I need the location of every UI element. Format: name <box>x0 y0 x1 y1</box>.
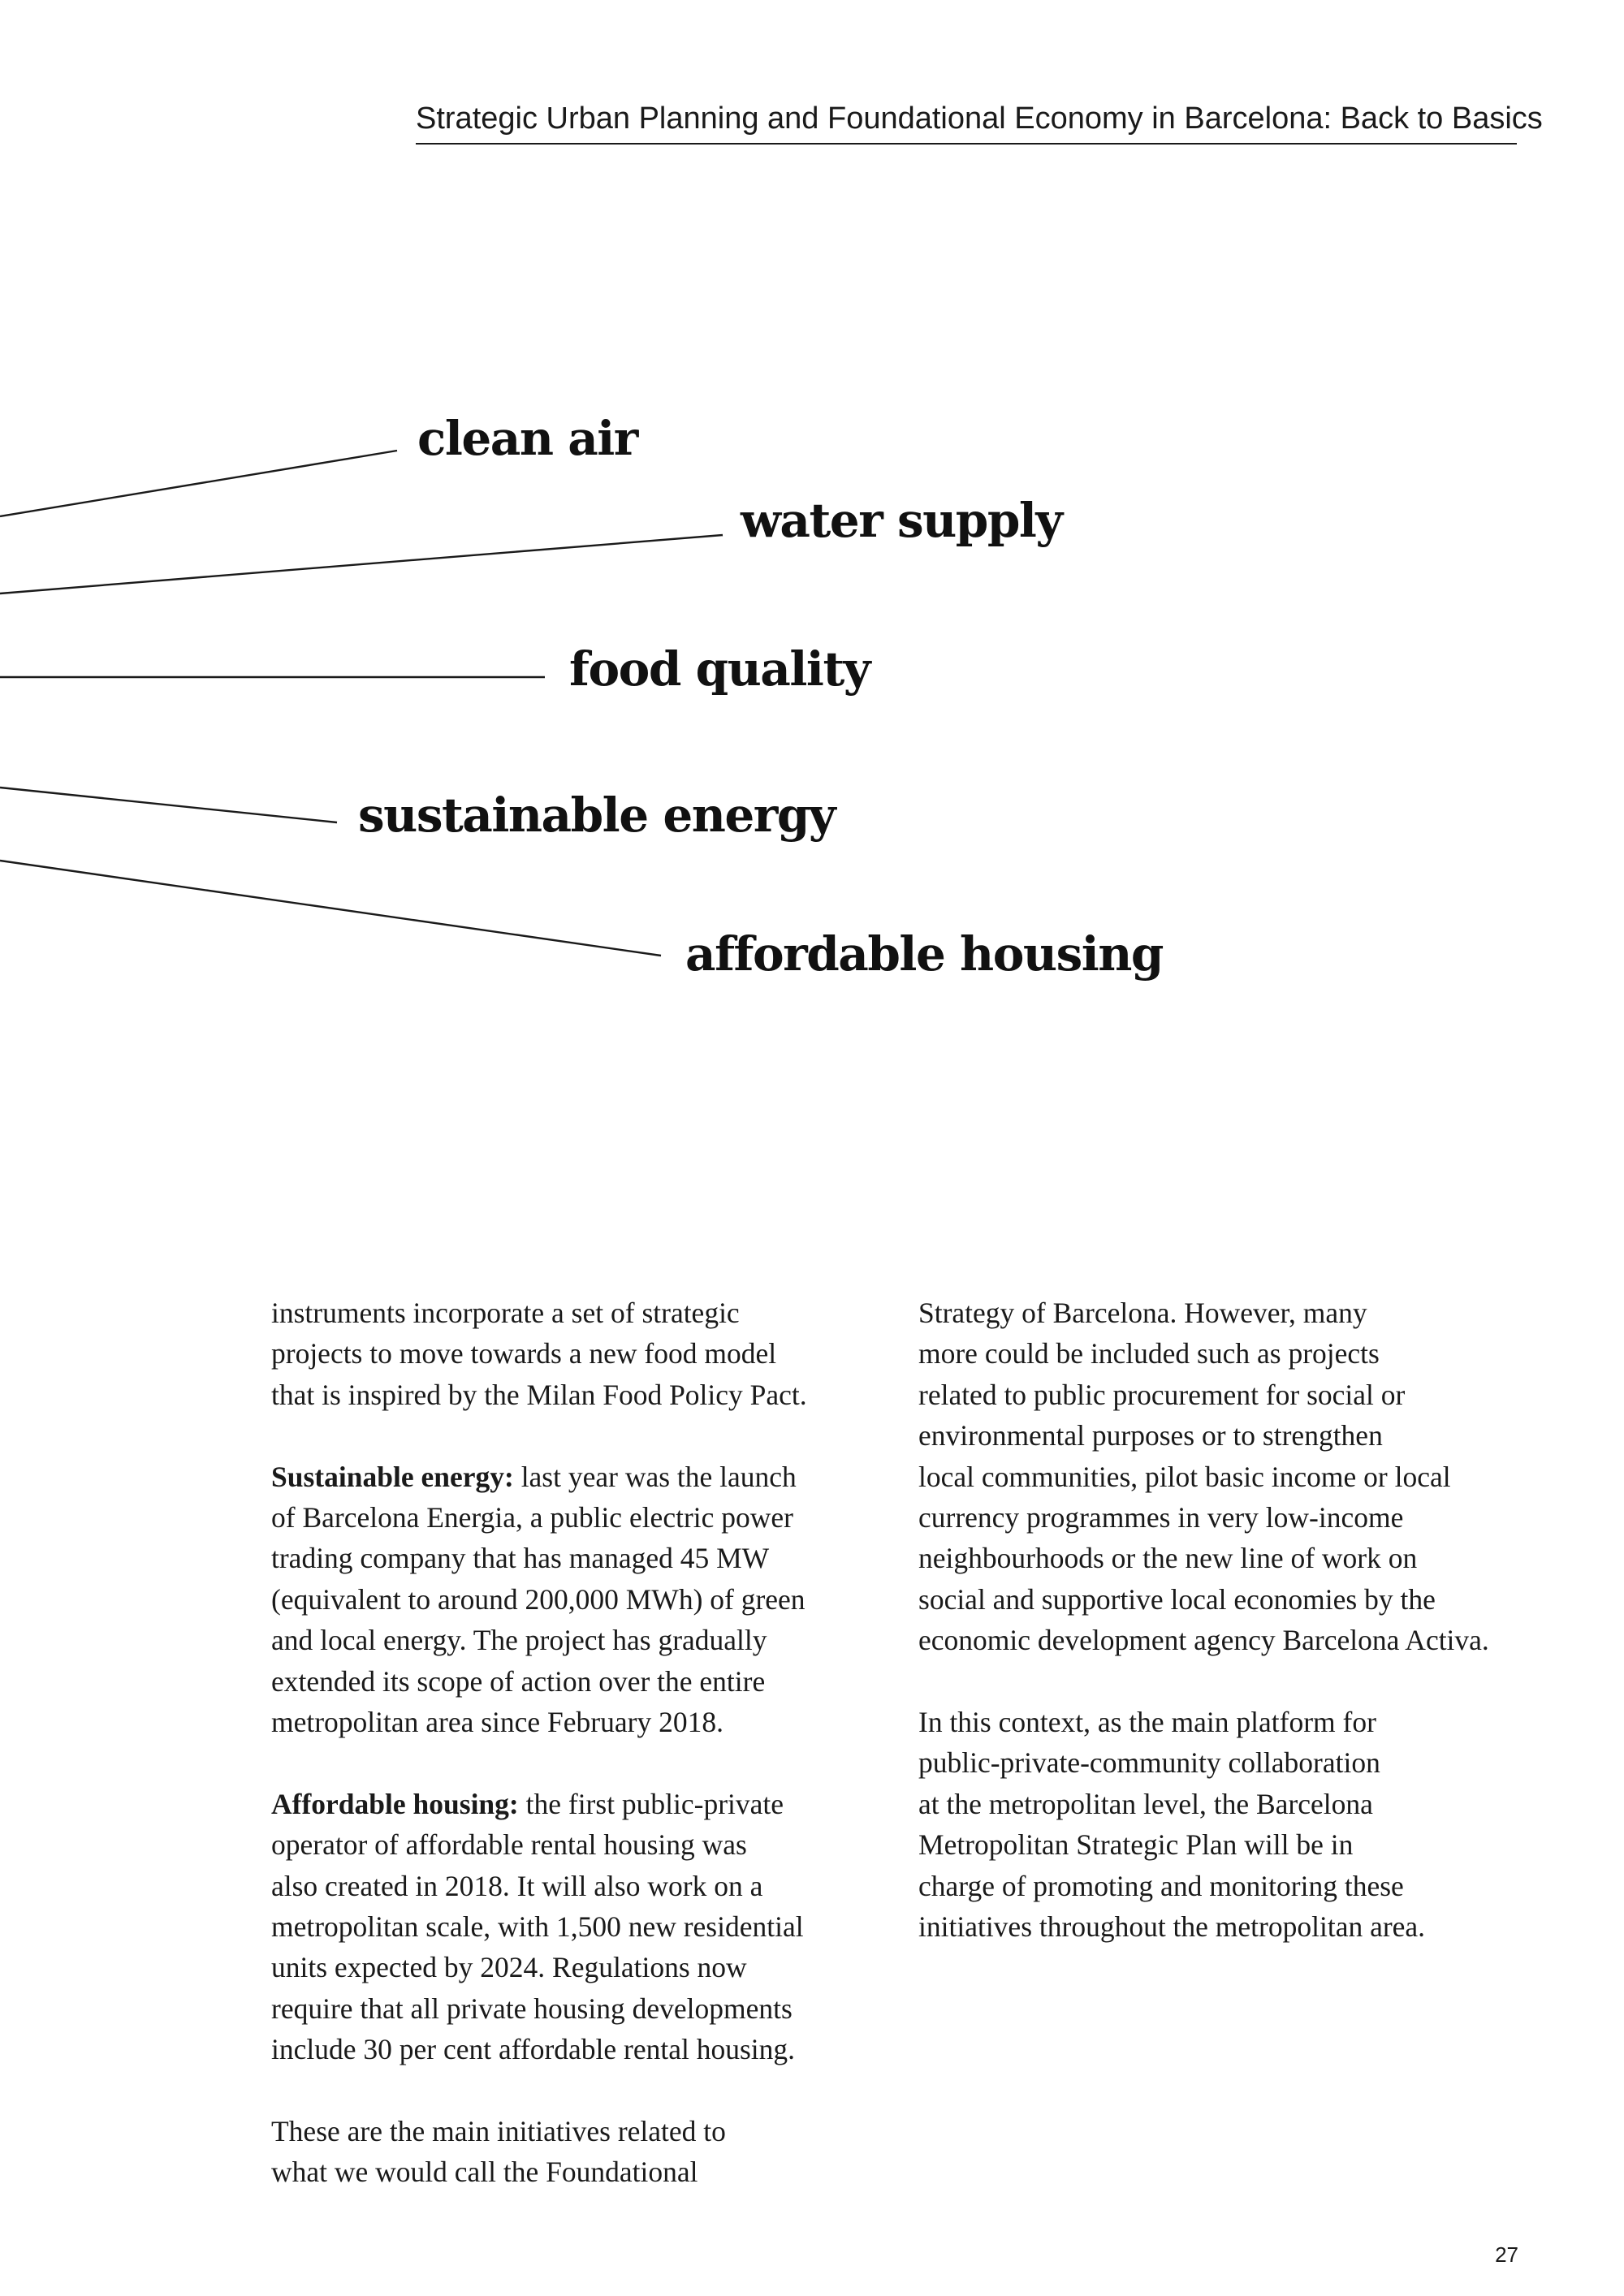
text-line: instruments incorporate a set of strategic <box>271 1297 740 1329</box>
keyword-water-supply: water supply <box>741 493 1062 548</box>
text-line: units expected by 2024. Regulations now <box>271 1951 747 1984</box>
text-line: and local energy. The project has gradually <box>271 1624 767 1657</box>
text-line: that is inspired by the Milan Food Policy Pact. <box>271 1378 807 1411</box>
left-column <box>271 1293 888 2233</box>
text-line: at the metropolitan level, the Barcelona <box>918 1787 1373 1820</box>
text-line: social and supportive local economies by the <box>918 1582 1436 1616</box>
right-column <box>918 1293 1552 1988</box>
text-line: neighbourhoods or the new line of work on <box>918 1542 1418 1575</box>
text-line <box>271 1784 888 1824</box>
text-line: metropolitan scale, with 1,500 new residential <box>271 1910 804 1944</box>
text-line: metropolitan area since February 2018. <box>271 1706 723 1739</box>
connector-line-water-supply <box>0 535 723 593</box>
text-line: related to public procurement for social or <box>918 1378 1406 1411</box>
keyword-sustainable-energy: sustainable energy <box>358 788 836 843</box>
text-line: local communities, pilot basic income or local <box>918 1460 1451 1493</box>
text-line: In this context, as the main platform for <box>918 1706 1376 1739</box>
text-line: currency programmes in very low-income <box>918 1501 1404 1534</box>
text-line: These are the main initiatives related to <box>271 2115 726 2148</box>
running-header: Strategic Urban Planning and Foundational Economy in Barcelona: Back to Basics <box>416 96 1517 145</box>
text-line: of Barcelona Energia, a public electric power <box>271 1501 793 1534</box>
paragraph-food-model <box>271 1293 888 1415</box>
sustainable-energy-lead: Sustainable energy: <box>271 1460 514 1493</box>
text-line: extended its scope of action over the entire <box>271 1664 766 1698</box>
keyword-affordable-housing: affordable housing <box>685 926 1163 982</box>
text-line: charge of promoting and monitoring these <box>918 1869 1404 1902</box>
text-line: trading company that has managed 45 MW <box>271 1542 770 1575</box>
text-line: what we would call the Foundational <box>271 2156 698 2189</box>
text-line: operator of affordable rental housing was <box>271 1828 747 1862</box>
text-line: require that all private housing developments <box>271 1992 793 2025</box>
paragraph-affordable-housing <box>271 1784 888 2070</box>
text-line: also created in 2018. It will also work on a <box>271 1869 763 1902</box>
keyword-clean-air: clean air <box>417 411 637 466</box>
text-line: (equivalent to around 200,000 MWh) of green <box>271 1582 806 1616</box>
affordable-housing-lead: Affordable housing: <box>271 1787 519 1820</box>
text-line <box>271 1457 888 1497</box>
connector-line-affordable-housing <box>0 861 661 956</box>
paragraph-main-initiatives <box>271 2111 888 2193</box>
connector-line-clean-air <box>0 451 397 516</box>
text-line: Strategy of Barcelona. However, many <box>918 1297 1367 1329</box>
page-number: 27 <box>1495 2242 1518 2267</box>
text-line: projects to move towards a new food model <box>271 1337 777 1370</box>
keyword-food-quality: food quality <box>569 641 870 697</box>
connector-line-sustainable-energy <box>0 788 337 822</box>
text-line: economic development agency Barcelona Activa. <box>918 1624 1489 1657</box>
text-line-rest: the first public-private <box>518 1787 784 1820</box>
paragraph-context <box>918 1702 1552 1947</box>
text-line: environmental purposes or to strengthen <box>918 1419 1383 1452</box>
text-line: initiatives throughout the metropolitan area. <box>918 1910 1426 1944</box>
text-line: Metropolitan Strategic Plan will be in <box>918 1828 1354 1862</box>
text-line: more could be included such as projects <box>918 1337 1380 1370</box>
paragraph-strategy <box>918 1293 1552 1661</box>
text-line-rest: last year was the launch <box>513 1460 797 1493</box>
text-line: include 30 per cent affordable rental housing. <box>271 2033 796 2066</box>
paragraph-sustainable-energy <box>271 1457 888 1743</box>
text-line: public-private-community collaboration <box>918 1746 1380 1780</box>
